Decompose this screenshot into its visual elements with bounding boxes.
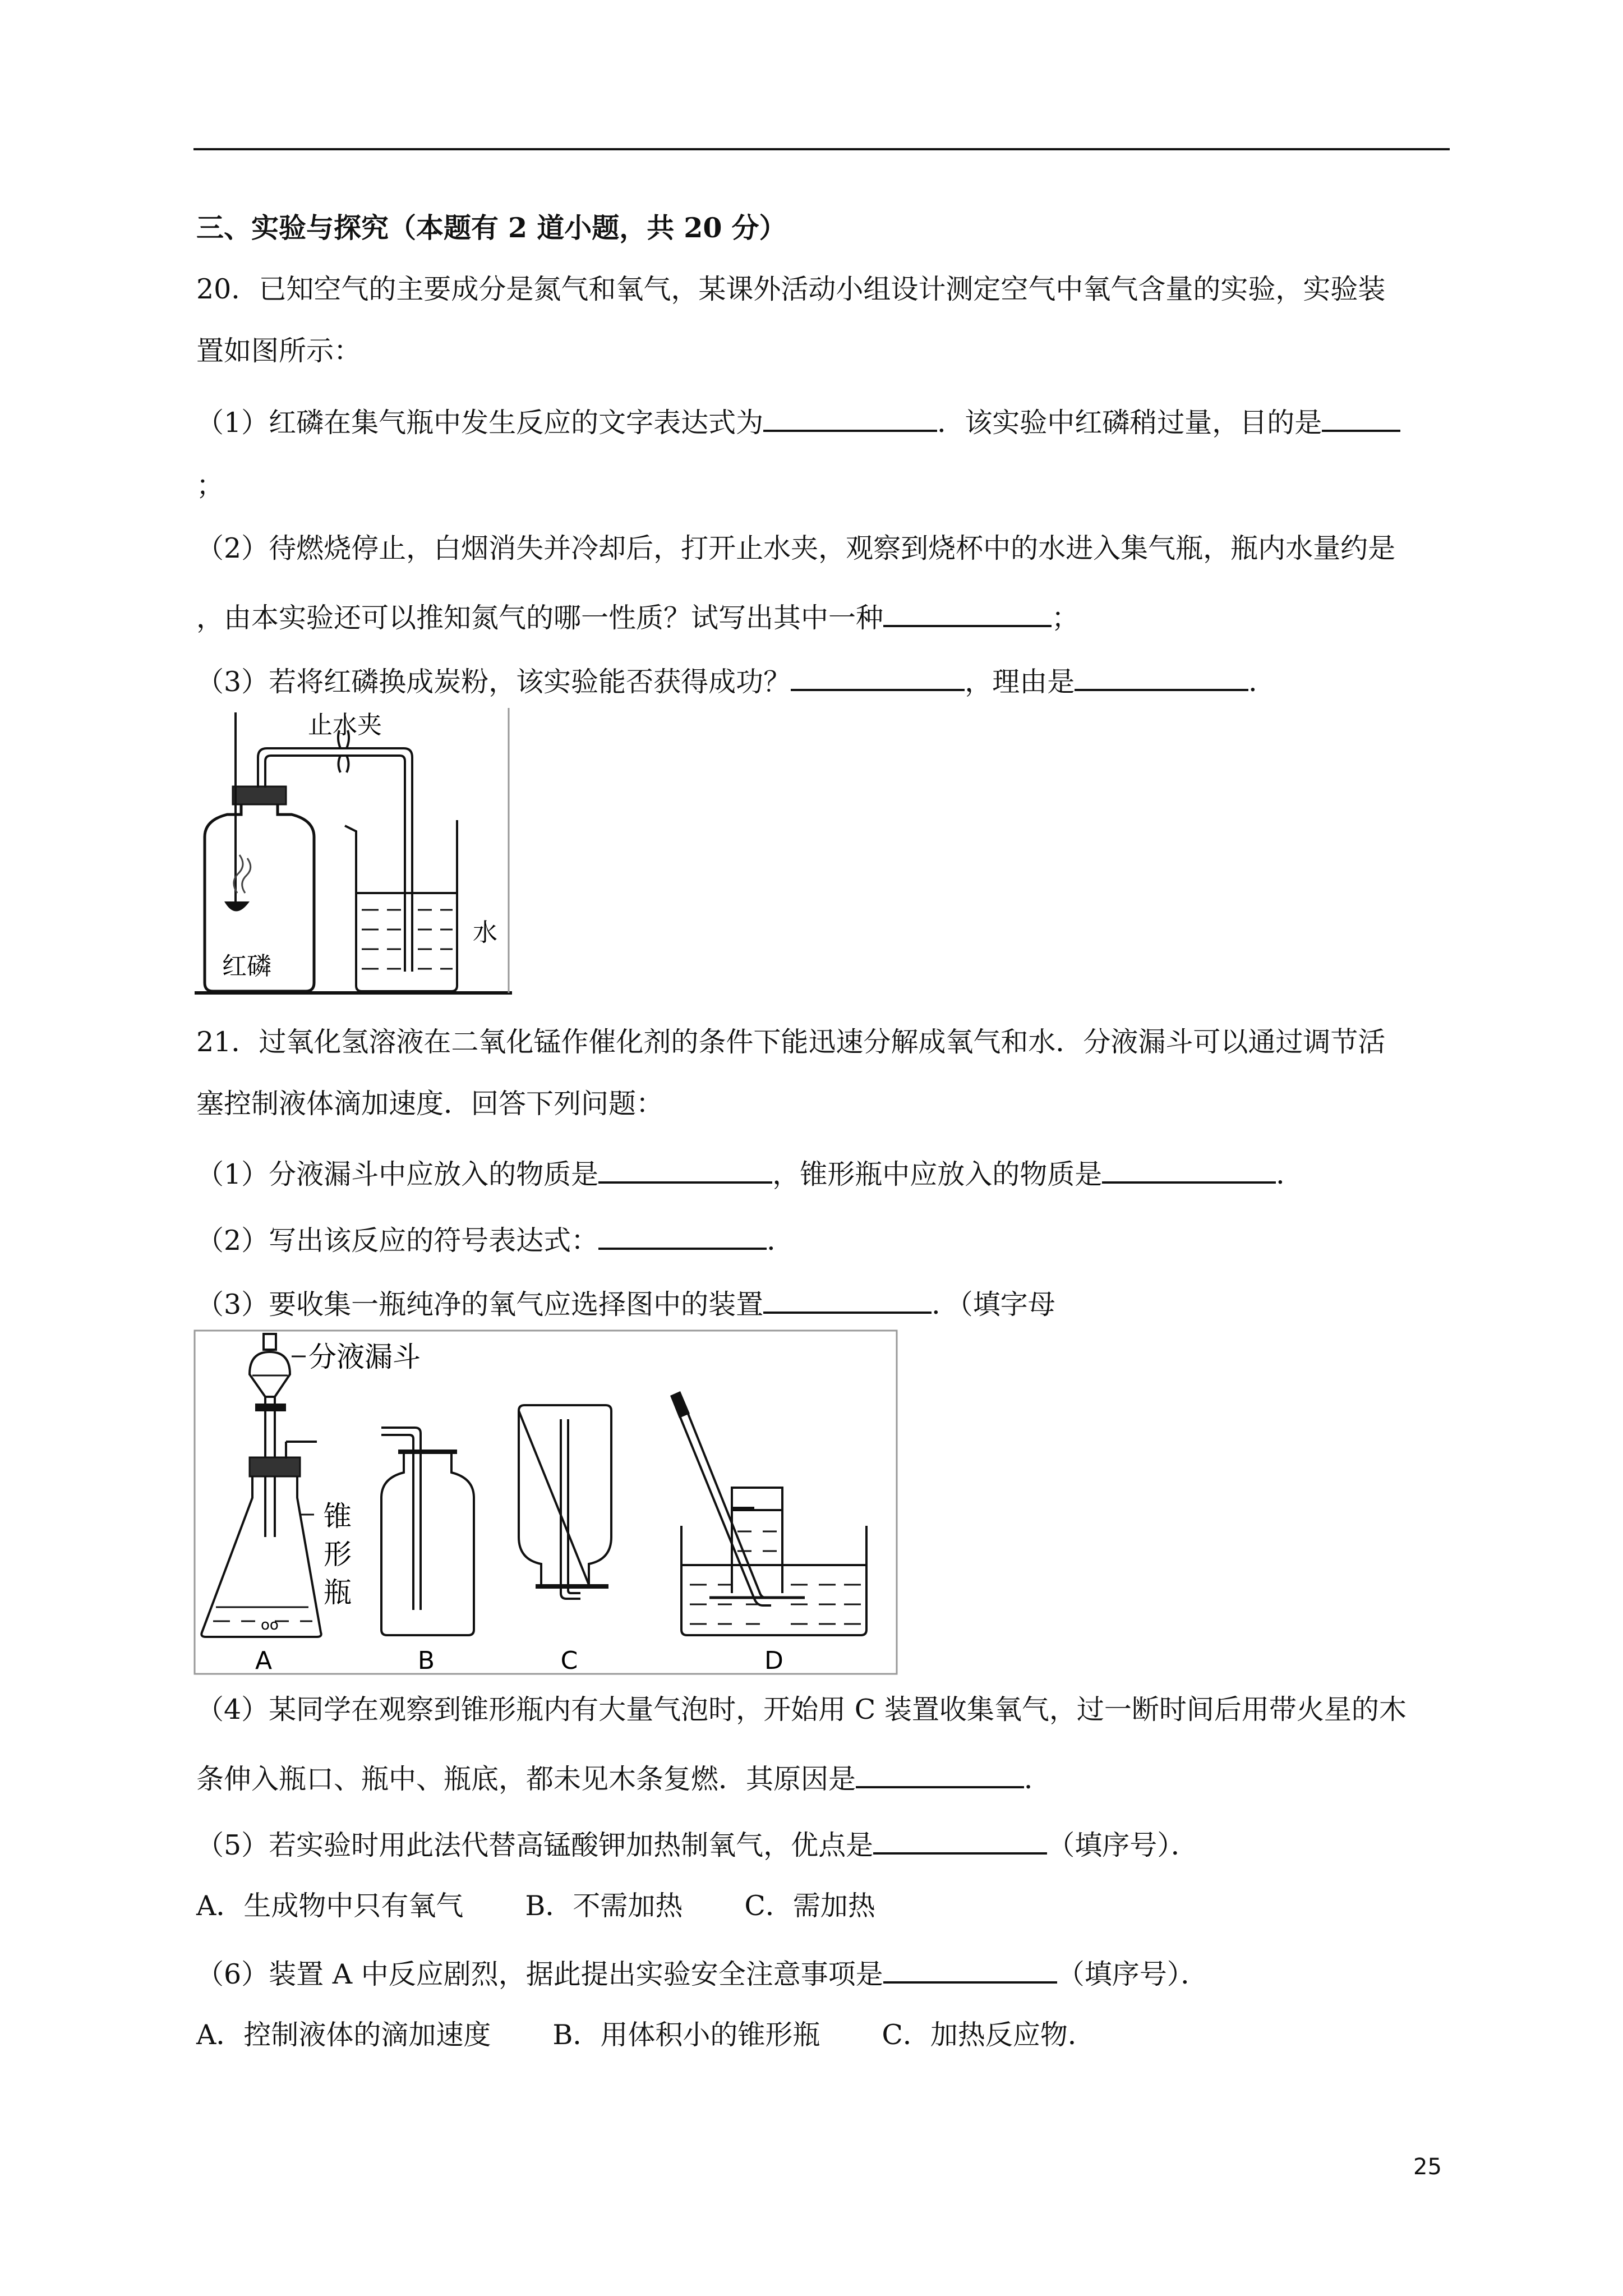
q20-part-2-blank[interactable] (883, 598, 1052, 627)
q21-part-4-line-2 (196, 1759, 1052, 1796)
section-title: 三、实验与探究（本题有 2 道小题，共 20 分） (196, 211, 787, 244)
catalyst-icon: oo (261, 1617, 279, 1634)
header-rule (193, 148, 1450, 150)
q20-part-1-blank-1[interactable] (763, 403, 937, 432)
conical-flask (201, 1476, 321, 1637)
delivery-tube (286, 1442, 317, 1458)
beaker (345, 820, 457, 991)
combustion-spoon (224, 901, 250, 912)
letter-a: A (255, 1646, 273, 1675)
q21-part-2-text: （2）写出该反应的符号表达式： (196, 1225, 599, 1257)
q21-part-2-end: ． (767, 1225, 795, 1257)
flask-label-2: 形 (324, 1538, 352, 1571)
delivery-tube-b (381, 1428, 421, 1610)
q21-part-6-blank[interactable] (883, 1954, 1057, 1984)
q21-apparatus-figure (193, 1329, 900, 1677)
funnel-stopper (264, 1334, 276, 1350)
flask-label-3: 瓶 (324, 1576, 352, 1609)
q21-part-1-text-b: ，锥形瓶中应放入的物质是 (772, 1158, 1103, 1190)
q21-part-5 (196, 1825, 1198, 1862)
q21-p6-option-a[interactable]: A．控制液体的滴加速度 (196, 2019, 491, 2051)
water-label: 水 (473, 918, 497, 947)
q20-part-1-end: ； (196, 470, 224, 501)
trough-water-hatching (690, 1531, 861, 1624)
q20-part-2-text: ，由本实验还可以推知氮气的哪一性质？试写出其中一种 (196, 602, 884, 634)
q21-part-4-blank[interactable] (856, 1759, 1024, 1788)
gas-bottle-c (519, 1405, 611, 1585)
rubber-tube-d (670, 1391, 690, 1418)
q20-part-2-end: ； (1052, 602, 1080, 634)
q21-part-6 (196, 1954, 1208, 1991)
q21-part-2 (196, 1221, 794, 1258)
red-phosphorus-label: 红磷 (222, 952, 271, 981)
q21-part-5-options (196, 1889, 875, 1923)
delivery-tube-d (677, 1409, 771, 1605)
q21-part-1 (196, 1154, 1303, 1191)
letter-b: B (417, 1646, 435, 1675)
q20-part-1 (196, 403, 1400, 440)
delivery-tube-c (561, 1419, 580, 1599)
gas-bottle-b (381, 1453, 474, 1635)
q21-part-4-end: ． (1024, 1763, 1052, 1795)
q21-part-4-text: 条伸入瓶口、瓶中、瓶底，都未见木条复燃．其原因是 (196, 1763, 856, 1795)
apparatus-b (381, 1428, 474, 1635)
q21-p6-option-b[interactable]: B．用体积小的锥形瓶 (552, 2019, 820, 2051)
rubber-stopper (233, 786, 286, 804)
apparatus-d (670, 1391, 866, 1635)
q20-part-3-text-b: ，理由是 (965, 666, 1075, 698)
connecting-tube (258, 748, 412, 972)
q21-part-6-text-b: （填序号）． (1057, 1958, 1209, 1990)
q21-stem-line-2: 塞控制液体滴加速度．回答下列问题： (196, 1088, 664, 1120)
flask-stopper (250, 1457, 300, 1476)
funnel-label: 分液漏斗 (308, 1341, 421, 1373)
letter-d: D (764, 1646, 783, 1675)
q20-part-3-end: ． (1248, 666, 1276, 698)
q21-part-1-end: ． (1276, 1158, 1304, 1190)
q21-part-5-text-a: （5）若实验时用此法代替高锰酸钾加热制氧气，优点是 (196, 1829, 874, 1861)
q21-part-1-blank-2[interactable] (1102, 1154, 1276, 1184)
q21-p5-option-c[interactable]: C．需加热 (744, 1890, 875, 1922)
separatory-funnel (250, 1352, 290, 1397)
q21-part-5-blank[interactable] (873, 1825, 1047, 1855)
water-hatching (362, 910, 453, 969)
q21-part-3 (196, 1285, 1055, 1322)
q21-part-3-text-a: （3）要收集一瓶纯净的氧气应选择图中的装置 (196, 1289, 764, 1320)
q21-part-1-blank-1[interactable] (598, 1154, 772, 1184)
q20-part-1-text-b: ．该实验中红磷稍过量，目的是 (937, 407, 1322, 439)
q20-part-2-line-2 (196, 598, 1079, 635)
q20-part-3-blank-2[interactable] (1075, 662, 1248, 691)
clamp-label: 止水夹 (308, 711, 382, 739)
letter-c: C (560, 1646, 578, 1675)
water-trough (681, 1526, 866, 1635)
figure-frame (195, 1331, 897, 1674)
q20-apparatus-figure (193, 708, 513, 1000)
q20-stem-line-2: 置如图所示： (196, 335, 362, 367)
q21-part-6-options (196, 2018, 1095, 2052)
q21-p6-option-c[interactable]: C．加热反应物． (882, 2019, 1095, 2051)
q21-p5-option-b[interactable]: B．不需加热 (525, 1890, 683, 1922)
q20-stem-line-1: 20．已知空气的主要成分是氮气和氧气，某课外活动小组设计测定空气中氧气含量的实验，实验装 (196, 273, 1386, 305)
q21-part-4-line-1: （4）某同学在观察到锥形瓶内有大量气泡时，开始用 C 装置收集氧气，过一断时间后用带火星的木 (196, 1694, 1407, 1726)
q21-part-3-text-b: ．（填字母 (932, 1289, 1055, 1320)
apparatus-c (519, 1405, 611, 1599)
flask-label-1: 锥 (324, 1500, 352, 1533)
q20-part-1-blank-2[interactable] (1322, 403, 1400, 432)
q21-part-3-blank[interactable] (763, 1285, 932, 1314)
q21-stem-line-1: 21．过氧化氢溶液在二氧化锰作催化剂的条件下能迅速分解成氧气和水．分液漏斗可以通过调节活 (196, 1026, 1386, 1058)
q20-part-2-line-1: （2）待燃烧停止，白烟消失并冷却后，打开止水夹，观察到烧杯中的水进入集气瓶，瓶内水量约是 (196, 532, 1396, 564)
q21-part-5-text-b: （填序号）． (1047, 1829, 1198, 1861)
page-number: 25 (1413, 2154, 1442, 2180)
q21-part-6-text-a: （6）装置 A 中反应剧烈，据此提出实验安全注意事项是 (196, 1958, 883, 1990)
q20-part-3-text-a: （3）若将红磷换成炭粉，该实验能否获得成功？ (196, 666, 791, 698)
q20-part-1-text-a: （1）红磷在集气瓶中发生反应的文字表达式为 (196, 407, 764, 439)
q20-part-3-blank-1[interactable] (791, 662, 965, 691)
q20-part-3 (196, 662, 1276, 699)
q21-part-2-blank[interactable] (598, 1221, 767, 1250)
q21-part-1-text-a: （1）分液漏斗中应放入的物质是 (196, 1158, 599, 1190)
q21-p5-option-a[interactable]: A．生成物中只有氧气 (196, 1890, 464, 1922)
stopcock (255, 1404, 286, 1411)
apparatus-a (201, 1334, 321, 1637)
